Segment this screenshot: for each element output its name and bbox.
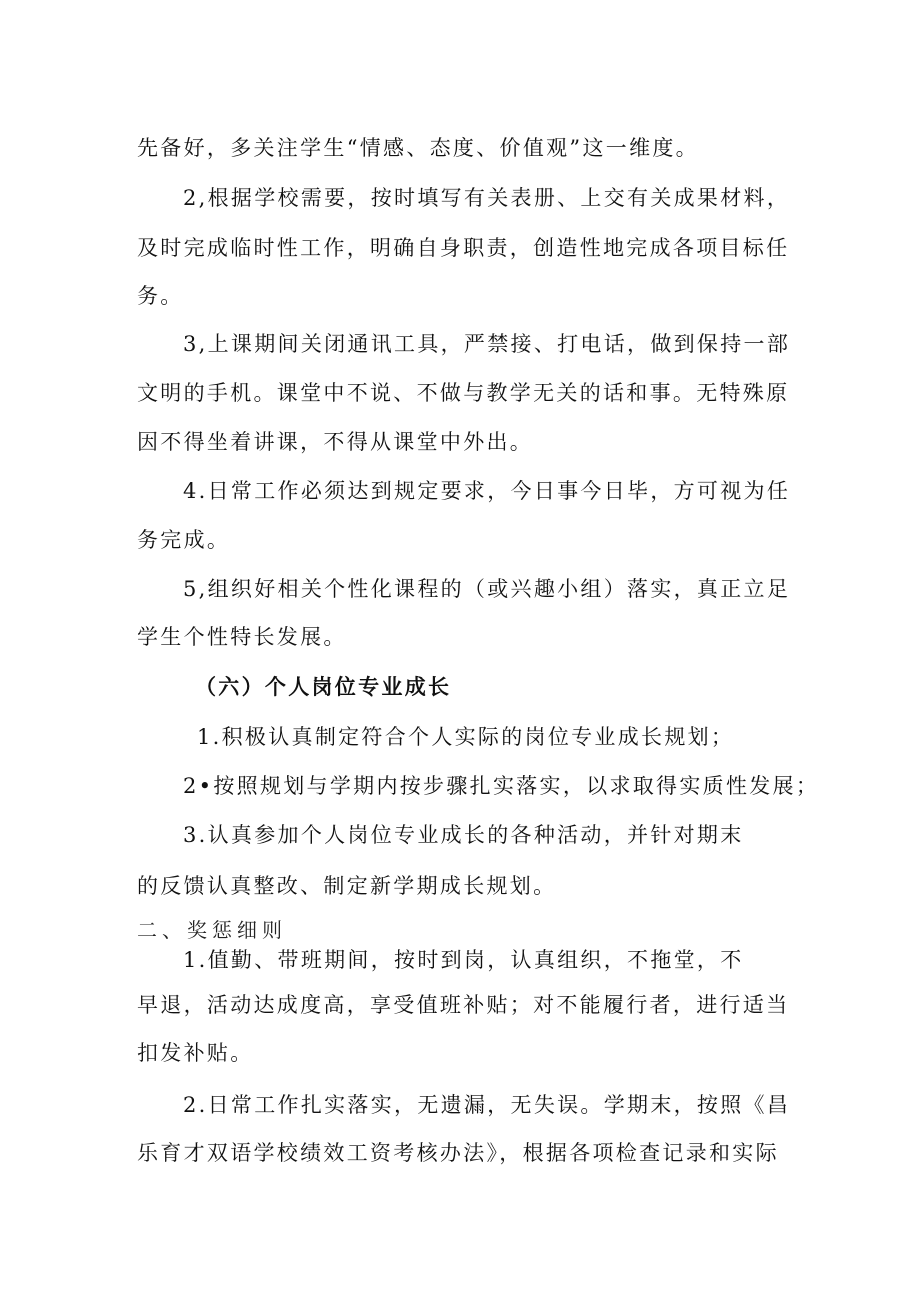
paragraph-line: 先备好，多关注学生“情感、态度、价值观”这一维度。 [137,136,699,160]
paragraph-line: 文明的手机。课堂中不说、不做与教学无关的话和事。无特殊原 [137,381,790,405]
paragraph-line: 2,根据学校需要，按时填写有关表册、上交有关成果材料， [183,186,791,210]
paragraph-line: 4.日常工作必须达到规定要求，今日事今日毕，方可视为任 [183,479,791,503]
paragraph-line: 5,组织好相关个性化课程的（或兴趣小组）落实，真正立足 [183,577,791,601]
paragraph-line: 学生个性特长发展。 [137,625,347,649]
paragraph-line: 的反馈认真整改、制定新学期成长规划。 [137,874,557,898]
paragraph-line: 及时完成临时性工作，明确自身职责，创造性地完成各项目标任 [137,236,790,260]
paragraph-line: 因不得坐着讲课，不得从课堂中外出。 [137,430,534,454]
paragraph-line: 1.积极认真制定符合个人实际的岗位专业成长规划； [197,725,735,749]
paragraph-line: 乐育才双语学校绩效工资考核办法》，根据各项检查记录和实际 [137,1141,779,1165]
paragraph-line: 2•按照规划与学期内按步骤扎实落实，以求取得实质性发展； [183,774,820,798]
paragraph-line: 早退，活动达成度高，享受值班补贴；对不能履行者，进行适当 [137,993,790,1017]
paragraph-line: 1.值勤、带班期间，按时到岗，认真组织，不拖堂，不 [183,948,744,972]
paragraph-line: 务完成。 [137,528,231,552]
paragraph-line: 扣发补贴。 [137,1041,254,1065]
section-heading: 二、奖惩细则 [137,918,287,942]
section-heading: （六）个人岗位专业成长 [195,674,452,699]
paragraph-line: 2.日常工作扎实落实，无遗漏，无失误。学期末，按照《昌 [183,1093,791,1117]
paragraph-line: 务。 [137,284,184,308]
paragraph-line: 3.认真参加个人岗位专业成长的各种活动，并针对期末 [183,823,744,847]
paragraph-line: 3,上课期间关闭通讯工具，严禁接、打电话，做到保持一部 [183,332,791,356]
